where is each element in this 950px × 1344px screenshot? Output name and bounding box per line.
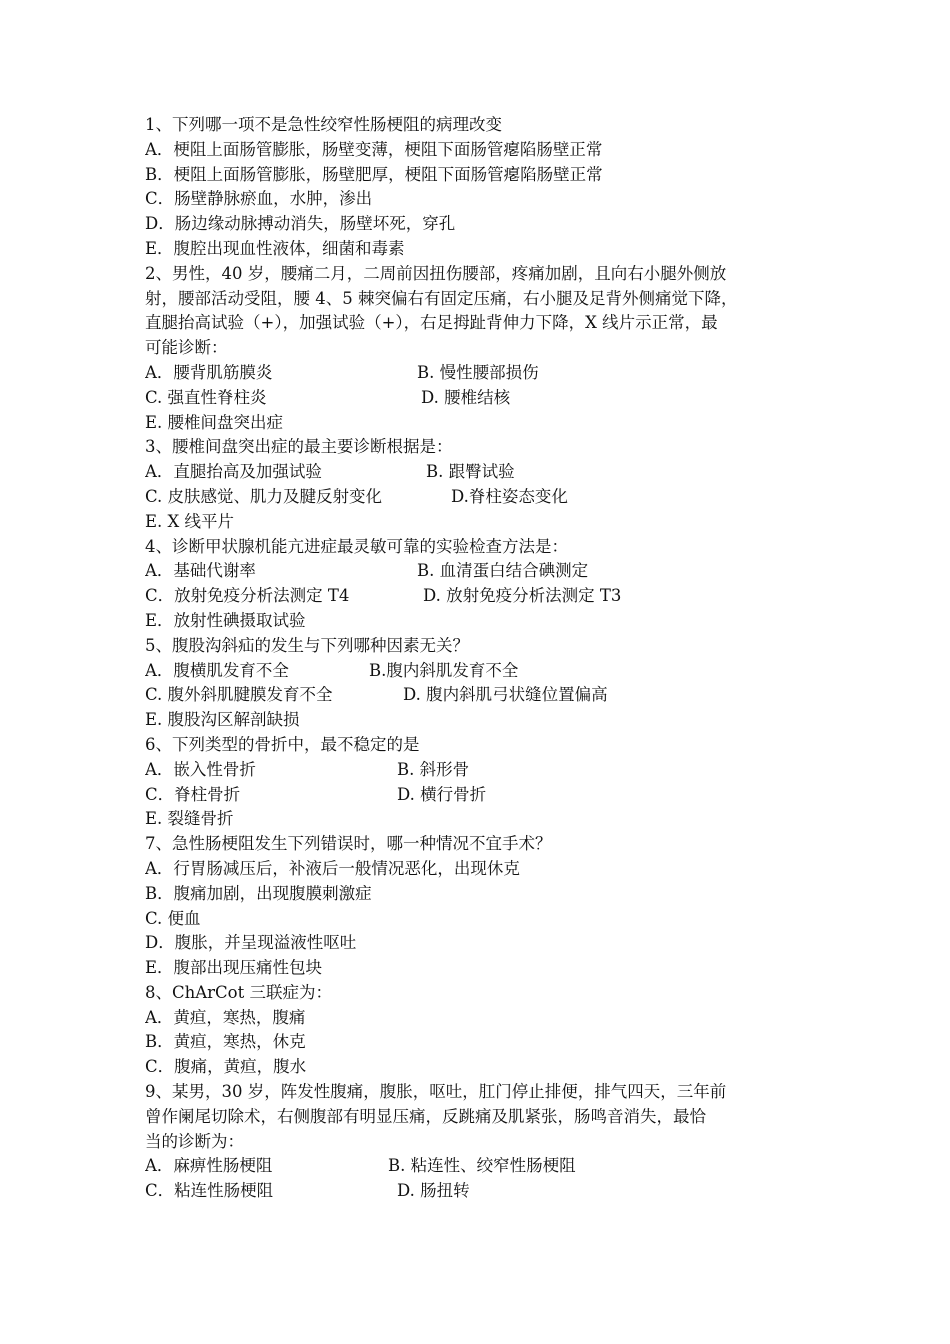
option-e: E．放射性碘摄取试验 — [145, 610, 306, 630]
option-row — [145, 584, 810, 609]
question-6 — [145, 733, 810, 832]
option-c: C．腹痛，黄疸，腹水 — [145, 1057, 307, 1077]
question-7 — [145, 832, 810, 981]
question-5 — [145, 634, 810, 733]
option-row — [145, 485, 810, 510]
question-1 — [145, 113, 810, 262]
question-stem: 5、腹股沟斜疝的发生与下列哪种因素无关？ — [145, 635, 469, 655]
option-c: C. 腹外斜肌腱膜发育不全 — [145, 685, 333, 705]
option-row — [145, 683, 810, 708]
option-a: A．黄疸，寒热，腹痛 — [145, 1007, 306, 1027]
option-e: E. 裂缝骨折 — [145, 809, 234, 829]
option-b: B. 跟臀试验 — [426, 462, 515, 482]
option-d: D．腹胀，并呈现溢液性呕吐 — [145, 933, 357, 953]
option-d: D. 腰椎结核 — [421, 387, 511, 407]
option-row — [145, 1154, 810, 1179]
option-b: B. 斜形骨 — [397, 759, 470, 779]
option-b: B．黄疸，寒热，休克 — [145, 1032, 306, 1052]
option-a: A．腰背肌筋膜炎 — [145, 362, 273, 382]
option-c: C. 便血 — [145, 908, 201, 928]
question-stem-line: 9、某男，30 岁，阵发性腹痛，腹胀，呕吐，肛门停止排便，排气四天，三年前 — [145, 1082, 727, 1102]
option-row — [145, 361, 810, 386]
document-page — [145, 113, 810, 1204]
option-e: E. 腰椎间盘突出症 — [145, 412, 284, 432]
option-a: A．梗阻上面肠管膨胀，肠壁变薄，梗阻下面肠管瘪陷肠壁正常 — [145, 139, 603, 159]
option-row — [145, 460, 810, 485]
option-b: B.腹内斜肌发育不全 — [369, 660, 519, 680]
question-stem: 7、急性肠梗阻发生下列错误时，哪一种情况不宜手术？ — [145, 834, 552, 854]
option-d: D.脊柱姿态变化 — [451, 486, 568, 506]
option-d: D. 横行骨折 — [397, 784, 487, 804]
question-3 — [145, 435, 810, 534]
option-a: A．腹横肌发育不全 — [145, 660, 289, 680]
option-d: D. 腹内斜肌弓状缝位置偏高 — [403, 685, 608, 705]
option-e: E. 腹股沟区解剖缺损 — [145, 710, 300, 730]
option-b: B．梗阻上面肠管膨胀，肠壁肥厚，梗阻下面肠管瘪陷肠壁正常 — [145, 164, 603, 184]
option-row — [145, 783, 810, 808]
question-stem-line: 当的诊断为： — [145, 1131, 244, 1151]
option-b: B．腹痛加剧，出现腹膜刺激症 — [145, 883, 372, 903]
question-stem: 6、下列类型的骨折中，最不稳定的是 — [145, 734, 420, 754]
option-b: B. 血清蛋白结合碘测定 — [417, 561, 589, 581]
question-2 — [145, 262, 810, 436]
option-row — [145, 1179, 810, 1204]
option-c: C．放射免疫分析法测定 T4 — [145, 586, 350, 606]
question-stem-line: 曾作阑尾切除术，右侧腹部有明显压痛，反跳痛及肌紧张，肠鸣音消失，最恰 — [145, 1106, 706, 1126]
option-c: C．脊柱骨折 — [145, 784, 241, 804]
option-a: A．嵌入性骨折 — [145, 759, 256, 779]
option-row — [145, 659, 810, 684]
question-8 — [145, 981, 810, 1080]
question-9 — [145, 1080, 810, 1204]
option-e: E. X 线平片 — [145, 511, 235, 531]
option-e: E．腹腔出现血性液体，细菌和毒素 — [145, 238, 405, 258]
option-d: D. 肠扭转 — [397, 1181, 470, 1201]
option-b: B. 慢性腰部损伤 — [417, 362, 539, 382]
question-stem-line: 可能诊断： — [145, 338, 228, 358]
option-c: C．肠壁静脉瘀血，水肿，渗出 — [145, 189, 373, 209]
option-c: C. 强直性脊柱炎 — [145, 387, 267, 407]
option-a: A．基础代谢率 — [145, 561, 256, 581]
question-stem-line: 射，腰部活动受阻，腰 4、5 棘突偏右有固定压痛，右小腿及足背外侧痛觉下降， — [145, 288, 738, 308]
question-stem: 4、诊断甲状腺机能亢进症最灵敏可靠的实验检查方法是： — [145, 536, 568, 556]
question-stem: 8、ChArCot 三联症为： — [145, 982, 332, 1002]
option-c: C. 皮肤感觉、肌力及腱反射变化 — [145, 486, 383, 506]
question-stem-line: 2、男性，40 岁，腰痛二月，二周前因扭伤腰部，疼痛加剧，且向右小腿外侧放 — [145, 263, 727, 283]
option-c: C．粘连性肠梗阻 — [145, 1181, 274, 1201]
question-stem-line: 直腿抬高试验（+），加强试验（+），右足拇趾背伸力下降，X 线片示正常，最 — [145, 313, 718, 333]
option-row — [145, 758, 810, 783]
option-e: E．腹部出现压痛性包块 — [145, 958, 323, 978]
option-d: D．肠边缘动脉搏动消失，肠壁坏死，穿孔 — [145, 214, 456, 234]
option-row — [145, 559, 810, 584]
option-d: D. 放射免疫分析法测定 T3 — [423, 586, 622, 606]
option-a: A．行胃肠减压后，补液后一般情况恶化，出现休克 — [145, 858, 520, 878]
question-4 — [145, 535, 810, 634]
option-row — [145, 386, 810, 411]
option-a: A．麻痹性肠梗阻 — [145, 1156, 273, 1176]
option-b: B. 粘连性、绞窄性肠梗阻 — [388, 1156, 576, 1176]
option-a: A．直腿抬高及加强试验 — [145, 462, 322, 482]
question-stem: 3、腰椎间盘突出症的最主要诊断根据是： — [145, 437, 453, 457]
question-stem: 1、下列哪一项不是急性绞窄性肠梗阻的病理改变 — [145, 115, 502, 134]
